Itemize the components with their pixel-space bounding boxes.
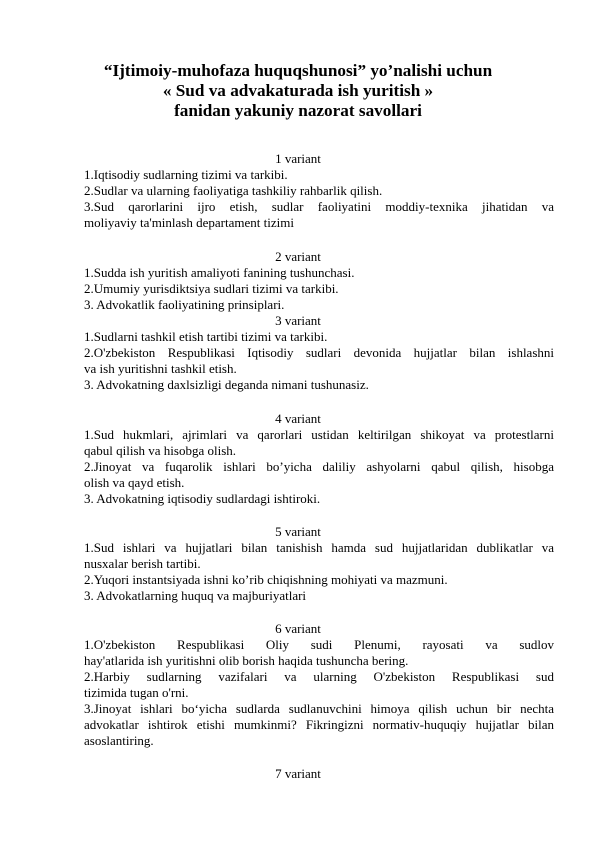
variant-6-question-1-line-1: 1.O'zbekiston Respublikasi Oliy sudi Plenumi, rayosati va sudlov [84, 637, 554, 652]
variant-1-question-3-line-1: 3.Sud qarorlarini ijro etish, sudlar faoliyatini moddiy-texnika jihatidan va [84, 199, 554, 214]
variant-4-question-1-line-1: 1.Sud hukmlari, ajrimlari va qarorlari ustidan keltirilgan shikoyat va protestlarni [84, 427, 554, 442]
variant-1-question-2: 2.Sudlar va ularning faoliyatiga tashkiliy rahbarlik qilish. [84, 183, 383, 198]
variant-1-question-3-line-2: moliyaviy ta'minlash departament tizimi [84, 215, 294, 230]
variant-2-question-1: 1.Sudda ish yuritish amaliyoti fanining tushunchasi. [84, 265, 355, 280]
variant-6-question-3-line-3: asoslantiring. [84, 733, 154, 748]
variant-4-question-2-line-2: olish va qayd etish. [84, 475, 185, 490]
document-title-line-2: « Sud va advakaturada ish yuritish » [162, 81, 434, 100]
variant-6-question-2-line-1: 2.Harbiy sudlarning vazifalari va ularning O'zbekiston Respublikasi sud [84, 669, 554, 684]
variant-3-question-3: 3. Advokatning daxlsizligi deganda nimani tushunasiz. [84, 377, 369, 392]
variant-7-heading: 7 variant [275, 766, 321, 781]
variant-4-question-1-line-2: qabul qilish va hisobga olish. [84, 443, 237, 458]
variant-2-heading: 2 variant [275, 249, 321, 264]
variant-4-question-3: 3. Advokatning iqtisodiy sudlardagi ishtiroki. [84, 491, 321, 506]
variant-5-question-2: 2.Yuqori instantsiyada ishni ko’rib chiqishning mohiyati va mazmuni. [84, 572, 448, 587]
variant-1-heading: 1 variant [275, 151, 321, 166]
variant-5-heading: 5 variant [275, 524, 321, 539]
variant-4-question-2-line-1: 2.Jinoyat va fuqarolik ishlari bo’yicha daliliy ashyolarni qabul qilish, hisobga [84, 459, 554, 474]
variant-6-question-1-line-2: hay'atlarida ish yuritishni olib borish haqida tushuncha bering. [84, 653, 409, 668]
document-title-line-1: “Ijtimoiy-muhofaza huquqshunosi” yo’nalishi uchun [103, 61, 493, 80]
variant-5-question-3: 3. Advokatlarning huquq va majburiyatlari [84, 588, 307, 603]
variant-2-question-3: 3. Advokatlik faoliyatining prinsiplari. [84, 297, 285, 312]
variant-3-question-2-line-2: va ish yuritishni tashkil etish. [84, 361, 237, 376]
variant-3-question-2-line-1: 2.O'zbekiston Respublikasi Iqtisodiy sudlari devonida hujjatlar bilan ishlashni [84, 345, 554, 360]
variant-6-question-2-line-2: tizimida tugan o'rni. [84, 685, 189, 700]
variant-6-question-3-line-1: 3.Jinoyat ishlari bo‘yicha sudlarda sudlanuvchini himoya qilish uchun bir nechta [84, 701, 554, 716]
variant-5-question-1-line-2: nusxalar berish tartibi. [84, 556, 201, 571]
variant-4-heading: 4 variant [275, 411, 321, 426]
variant-6-question-3-line-2: advokatlar ishtirok etishi mumkinmi? Fikringizni normativ-huquqiy hujjatlar bilan [84, 717, 554, 732]
variant-6-heading: 6 variant [275, 621, 321, 636]
variant-3-heading: 3 variant [275, 313, 321, 328]
variant-1-question-1: 1.Iqtisodiy sudlarning tizimi va tarkibi. [84, 167, 288, 182]
variant-5-question-1-line-1: 1.Sud ishlari va hujjatlari bilan tanishish hamda sud hujjatlaridan dublikatlar va [84, 540, 554, 555]
variant-3-question-1: 1.Sudlarni tashkil etish tartibi tizimi va tarkibi. [84, 329, 328, 344]
document-title-line-3: fanidan yakuniy nazorat savollari [174, 101, 422, 120]
variant-2-question-2: 2.Umumiy yurisdiktsiya sudlari tizimi va tarkibi. [84, 281, 339, 296]
